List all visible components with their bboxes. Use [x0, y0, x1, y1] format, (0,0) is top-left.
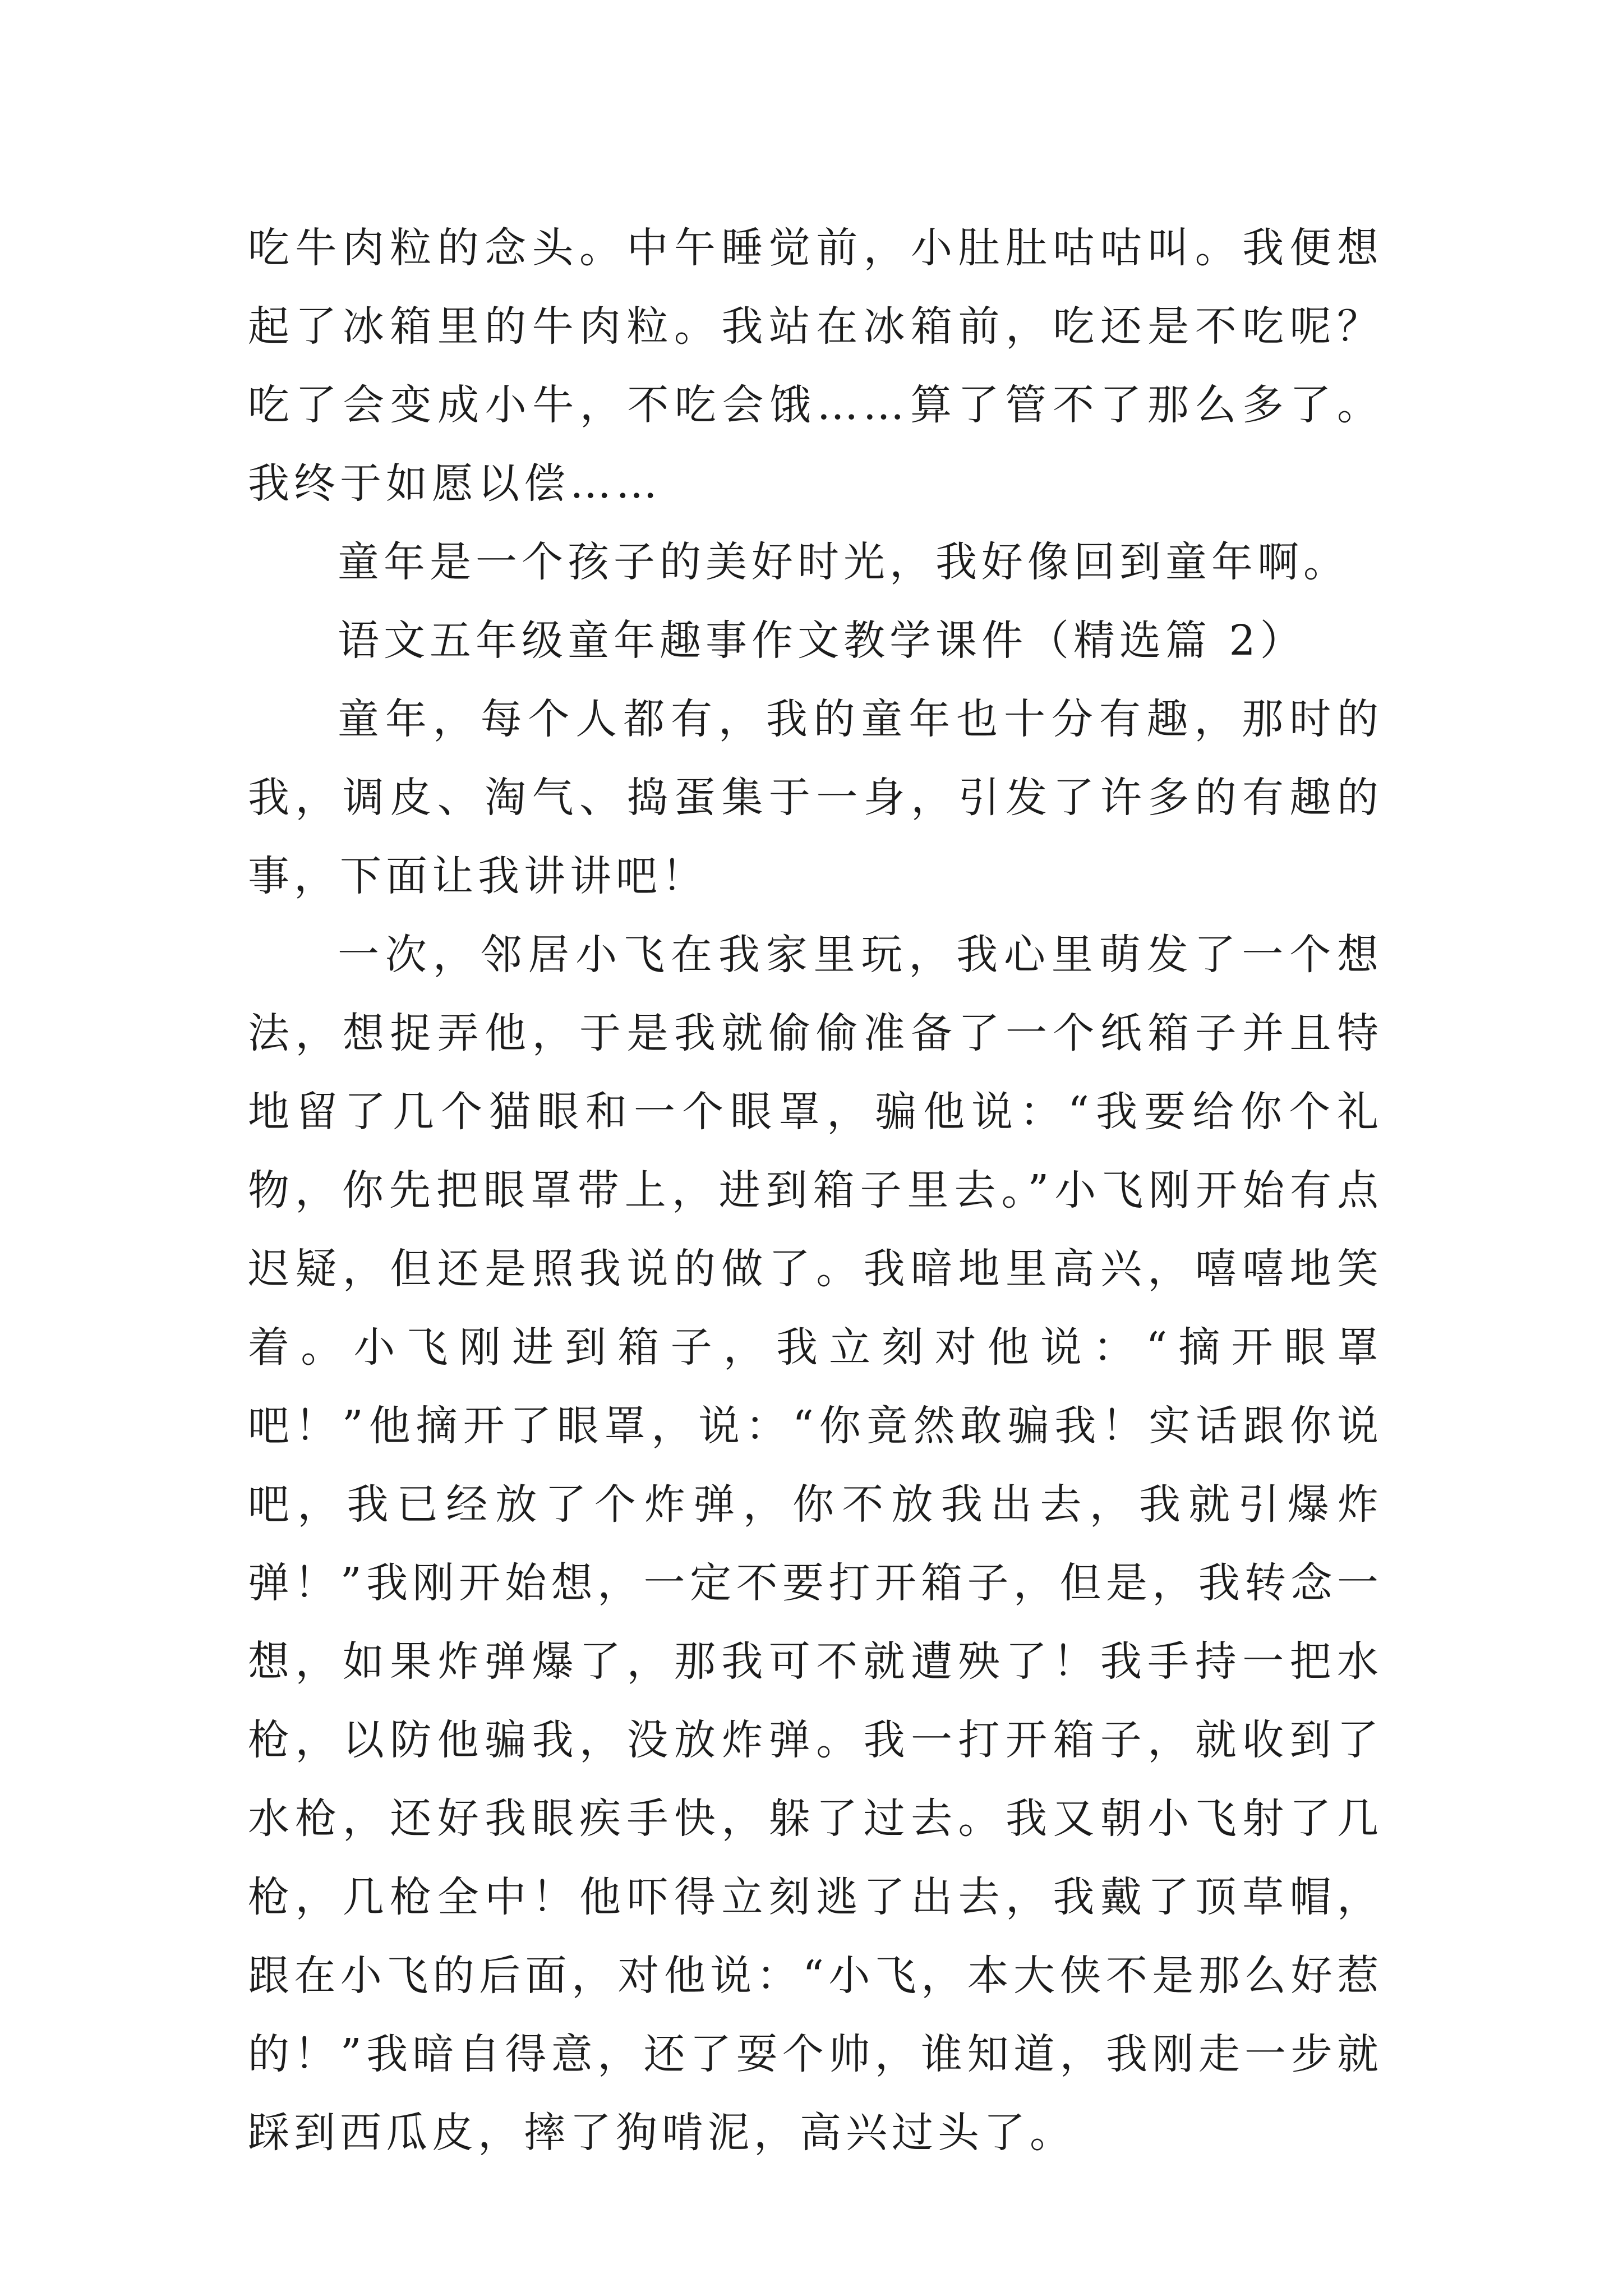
paragraph-continued: 吃牛肉粒的念头。中午睡觉前，小肚肚咕咕叫。我便想起了冰箱里的牛肉粒。我站在冰箱前，吃还是不吃呢？吃了会变成小牛，不吃会饿……算了管不了那么多了。我终于如愿以偿……: [248, 224, 1383, 508]
paragraph-intro: 童年，每个人都有，我的童年也十分有趣，那时的我，调皮、淘气、捣蛋集于一身，引发了许多的有趣的事，下面让我讲讲吧！: [248, 695, 1383, 900]
paragraph-story: 一次，邻居小飞在我家里玩，我心里萌发了一个想法，想捉弄他，于是我就偷偷准备了一个纸箱子并且特地留了几个猫眼和一个眼罩，骗他说：“我要给你个礼物，你先把眼罩带上，进到箱子里去。”小飞刚开始有点迟疑，但还是照我说的做了。我暗地里高兴，嘻嘻地笑着。小飞刚进到箱子，我立刻对他说：“摘开眼罩吧！”他摘开了眼罩，说：“你竟然敢骗我！实话跟你说吧，我已经放了个炸弹，你不放我出去，我就引爆炸弹！”我刚开始想，一定不要打开箱子，但是，我转念一想，如果炸弹爆了，那我可不就遭殃了！我手持一把水枪，以防他骗我，没放炸弹。我一打开箱子，就收到了水枪，还好我眼疾手快，躲了过去。我又朝小飞射了几枪，几枪全中！他吓得立刻逃了出去，我戴了顶草帽，跟在小飞的后面，对他说：“小飞，本大侠不是那么好惹的！”我暗自得意，还了耍个帅，谁知道，我刚走一步就踩到西瓜皮，摔了狗啃泥，高兴过头了。: [248, 931, 1383, 2157]
section-heading: 语文五年级童年趣事作文教学课件（精选篇 2）: [338, 616, 1306, 665]
paragraph-conclusion: 童年是一个孩子的美好时光，我好像回到童年啊。: [338, 538, 1349, 586]
document-body: [248, 209, 1383, 2172]
